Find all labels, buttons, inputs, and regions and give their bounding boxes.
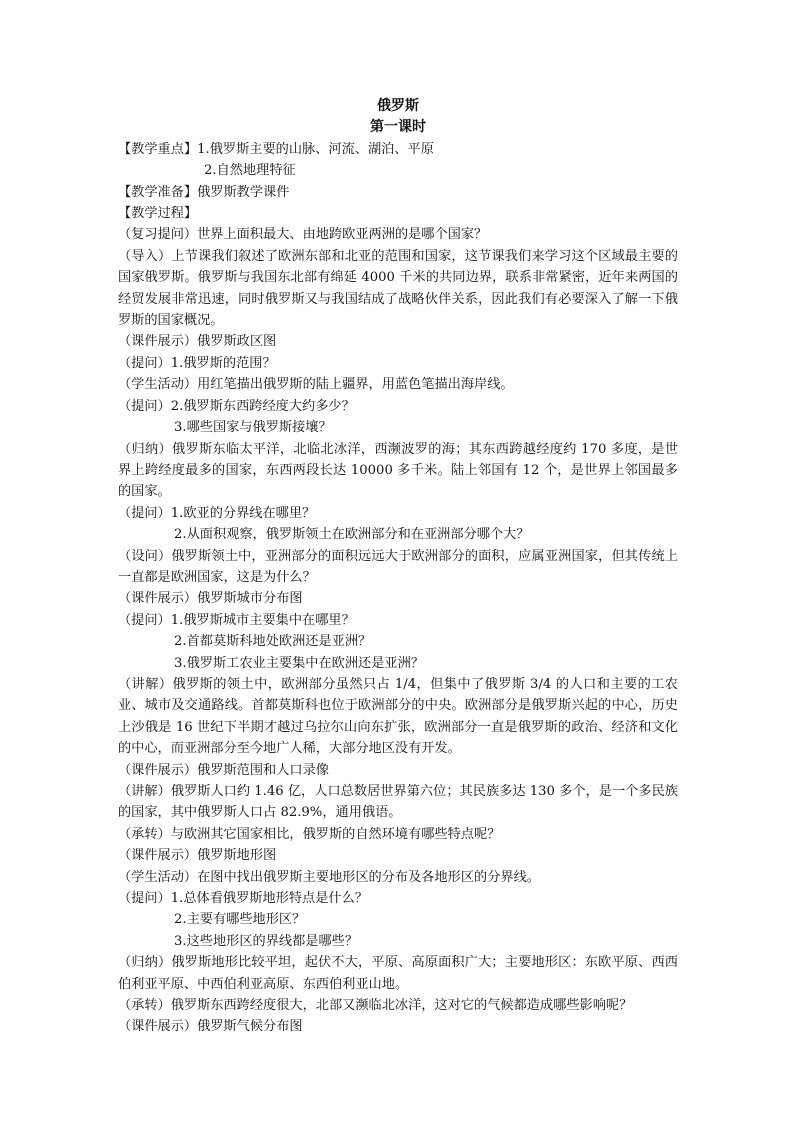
paragraph: （课件展示）俄罗斯地形图 xyxy=(118,848,277,864)
paragraph: （提问）1.欧亚的分界线在哪里？ xyxy=(118,505,316,521)
paragraph: （设问）俄罗斯领土中，亚洲部分的面积远远大于欧洲部分的面积，应属亚洲国家，但其传统上一直都是欧洲国家，这是为什么？ xyxy=(118,548,678,585)
paragraph: 【教学过程】 xyxy=(118,206,198,222)
paragraph: 3.俄罗斯工农业主要集中在欧洲还是亚洲？ xyxy=(174,655,424,671)
paragraph: （学生活动）在图中找出俄罗斯主要地形区的分布及各地形区的分界线。 xyxy=(118,869,540,885)
paragraph: 【教学重点】1.俄罗斯主要的山脉、河流、湖泊、平原 xyxy=(118,141,434,157)
document-subtitle: 第一课时 xyxy=(370,119,426,136)
document-body xyxy=(118,139,678,1038)
paragraph: 2.首都莫斯科地处欧洲还是亚洲？ xyxy=(174,634,372,650)
paragraph: 【教学准备】俄罗斯教学课件 xyxy=(118,184,290,200)
document-title: 俄罗斯 xyxy=(377,98,419,114)
paragraph: 2.从面积观察，俄罗斯领土在欧洲部分和在亚洲部分哪个大？ xyxy=(174,527,530,543)
paragraph: （学生活动）用红笔描出俄罗斯的陆上疆界，用蓝色笔描出海岸线。 xyxy=(118,377,514,393)
paragraph: （复习提问）世界上面积最大、由地跨欧亚两洲的是哪个国家？ xyxy=(118,227,488,243)
paragraph: 2.自然地理特征 xyxy=(204,163,296,179)
paragraph: （归纳）俄罗斯地形比较平坦，起伏不大，平原、高原面积广大；主要地形区：东欧平原、西西伯利亚平原、中西伯利亚高原、东西伯利亚山地。 xyxy=(118,955,678,992)
paragraph: （提问）1.俄罗斯城市主要集中在哪里？ xyxy=(118,612,355,628)
paragraph: （提问）1.俄罗斯的范围？ xyxy=(118,355,276,371)
document-page xyxy=(118,96,678,1038)
paragraph: （讲解）俄罗斯的领土中，欧洲部分虽然只占 1/4，但集中了俄罗斯 3/4 的人口和主要的工农业、城市及交通路线。首都莫斯科也位于欧洲部分的中央。欧洲部分是俄罗斯兴起的中心，历史上沙俄是 16 世纪下半期才越过乌拉尔山向东扩张，欧洲部分一直是俄罗斯的政治、经济和文化的中心，而亚洲部分至今地广人稀，大部分地区没有开发。 xyxy=(118,676,678,757)
paragraph: （课件展示）俄罗斯城市分布图 xyxy=(118,591,303,607)
paragraph: （提问）2.俄罗斯东西跨经度大约多少？ xyxy=(118,398,355,414)
paragraph: （承转）与欧洲其它国家相比，俄罗斯的自然环境有哪些特点呢？ xyxy=(118,826,501,842)
paragraph: （讲解）俄罗斯人口约 1.46 亿，人口总数居世界第六位；其民族多达 130 多个，是一个多民族的国家，其中俄罗斯人口占 82.9%，通用俄语。 xyxy=(118,784,678,821)
paragraph: （课件展示）俄罗斯范围和人口录像 xyxy=(118,762,329,778)
paragraph: （课件展示）俄罗斯政区图 xyxy=(118,334,277,350)
paragraph: （提问）1.总体看俄罗斯地形特点是什么？ xyxy=(118,891,368,907)
paragraph: 3.这些地形区的界线都是哪些？ xyxy=(174,933,359,949)
paragraph: （导入）上节课我们叙述了欧洲东部和北亚的范围和国家，这节课我们来学习这个区域最主要的国家俄罗斯。俄罗斯与我国东北部有绵延 4000 千米的共同边界，联系非常紧密，近年来两国的经贸发展非常迅速，同时俄罗斯又与我国结成了战略伙伴关系，因此我们有必要深入了解一下俄罗斯的国家概况。 xyxy=(118,248,678,329)
paragraph: 2.主要有哪些地形区？ xyxy=(174,912,306,928)
paragraph: （归纳）俄罗斯东临太平洋，北临北冰洋，西濒波罗的海；其东西跨越经度约 170 多度，是世界上跨经度最多的国家，东西两段长达 10000 多千米。陆上邻国有 12 个，是世界上邻国最多的国家。 xyxy=(118,441,678,500)
paragraph: （课件展示）俄罗斯气候分布图 xyxy=(118,1019,303,1035)
paragraph: （承转）俄罗斯东西跨经度很大，北部又濒临北冰洋，这对它的气候都造成哪些影响呢？ xyxy=(118,998,633,1014)
paragraph: 3.哪些国家与俄罗斯接壤？ xyxy=(174,420,332,436)
